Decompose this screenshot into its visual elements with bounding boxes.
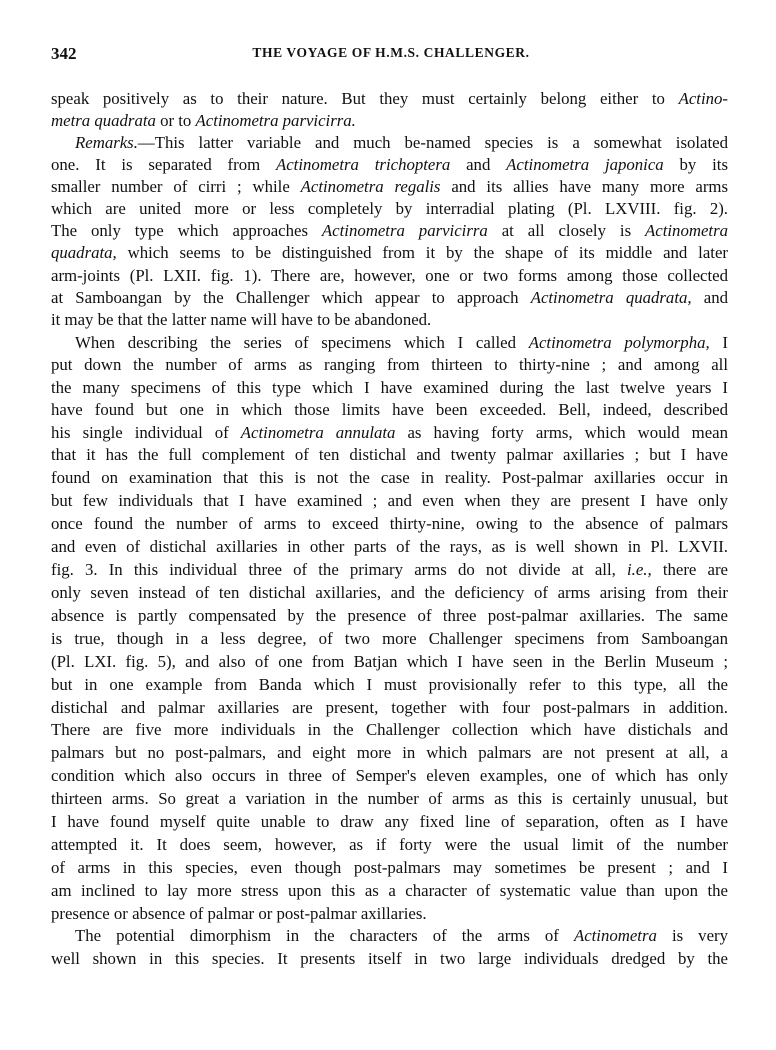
italic-term: Remarks. — [75, 133, 138, 152]
text-run: that it has the full complement of ten distichal and twenty palmar axillaries ; but I have — [51, 445, 728, 464]
text-line — [51, 904, 728, 924]
text-line — [51, 310, 728, 330]
text-run: as having forty arms, which would mean — [395, 423, 729, 442]
text-run: and — [691, 288, 728, 307]
text-line — [51, 111, 728, 131]
text-run: it may be that the latter name will have to be abandoned. — [51, 310, 432, 329]
text-run: smaller number of cirri ; while — [51, 177, 301, 196]
text-run: by its — [663, 155, 728, 174]
text-line — [51, 560, 728, 580]
text-run: found on examination that this is not the case in reality. Post-palmar axillaries occur in — [51, 468, 728, 487]
text-line — [51, 378, 728, 398]
text-run: am inclined to lay more stress upon this as a character of systematic value than upon the — [51, 881, 728, 900]
text-run: When describing the series of specimens which I called — [75, 333, 529, 352]
text-line — [51, 606, 728, 626]
text-line — [51, 400, 728, 420]
text-run: and its allies have many more arms — [440, 177, 728, 196]
text-line — [51, 720, 728, 740]
text-line — [51, 89, 728, 109]
text-run: at Samboangan by the Challenger which appear to approach — [51, 288, 531, 307]
italic-term: quadrata, — [51, 243, 117, 262]
text-run: but in one example from Banda which I must provisionally refer to this type, all the — [51, 675, 728, 694]
text-line — [51, 675, 728, 695]
italic-term: Actinometra — [573, 926, 657, 945]
text-line — [51, 155, 728, 175]
text-line — [51, 652, 728, 672]
text-run: once found the number of arms to exceed thirty-nine, owing to the absence of palmars — [51, 514, 728, 533]
text-line — [51, 583, 728, 603]
text-run: The only type which approaches — [51, 221, 322, 240]
text-run: and even of distichal axillaries in other parts of the rays, as is well shown in Pl. LXVII. — [51, 537, 728, 556]
text-line — [51, 835, 728, 855]
text-run: arm-joints (Pl. LXII. fig. 1). There are, however, one or two forms among those collected — [51, 266, 728, 285]
text-line — [51, 858, 728, 878]
text-line — [51, 199, 728, 219]
text-run: one. It is separated from — [51, 155, 276, 174]
italic-term: Actinometra polymorpha, — [528, 333, 710, 352]
text-run: or to — [155, 111, 196, 130]
text-line — [75, 333, 728, 353]
text-line — [75, 926, 728, 946]
text-run: thirteen arms. So great a variation in the number of arms as this is certainly unusual, but — [51, 789, 728, 808]
text-line — [51, 743, 728, 763]
italic-term: Actinometra trichoptera — [275, 155, 451, 174]
text-run: his single individual of — [51, 423, 241, 442]
italic-term: Actinometra — [645, 221, 728, 240]
text-line — [51, 355, 728, 375]
text-line — [51, 949, 728, 969]
text-run: palmars but no post-palmars, and eight more in which palmars are not present at all, a — [51, 743, 728, 762]
italic-term: Actinometra parvicirra. — [195, 111, 356, 130]
text-run: but few individuals that I have examined ; and even when they are present I have only — [51, 491, 728, 510]
text-line — [51, 514, 728, 534]
text-line — [51, 288, 728, 308]
text-line — [51, 221, 728, 241]
text-run: well shown in this species. It presents itself in two large individuals dredged by the — [51, 949, 728, 968]
text-run: I — [709, 333, 728, 352]
text-run: distichal and palmar axillaries are present, together with four post-palmars in addition. — [51, 698, 728, 717]
text-line — [51, 423, 728, 443]
text-line — [51, 789, 728, 809]
text-run: put down the number of arms as ranging from thirteen to thirty-nine ; and among all — [51, 355, 728, 374]
text-run: is very — [656, 926, 728, 945]
italic-term: metra quadrata — [51, 111, 156, 130]
text-run: there are — [651, 560, 728, 579]
text-line — [51, 698, 728, 718]
text-run: fig. 3. In this individual three of the primary arms do not divide at all, — [51, 560, 627, 579]
italic-term: Actinometra parvicirra — [321, 221, 488, 240]
text-run: The potential dimorphism in the characters of the arms of — [75, 926, 574, 945]
text-line — [51, 881, 728, 901]
text-run: the many specimens of this type which I have examined during the last twelve years I — [51, 378, 728, 397]
text-run: condition which also occurs in three of Semper's eleven examples, one of which has only — [51, 766, 728, 785]
italic-term: i.e., — [626, 560, 652, 579]
italic-term: Actinometra quadrata, — [530, 288, 692, 307]
text-run: speak positively as to their nature. But they must certainly belong either to — [51, 89, 679, 108]
text-line — [51, 243, 728, 263]
page-number: 342 — [51, 44, 77, 63]
text-run: which are united more or less completely by interradial plating (Pl. LXVIII. fig. 2). — [51, 199, 728, 218]
text-run: (Pl. LXI. fig. 5), and also of one from Batjan which I have seen in the Berlin Museum ; — [51, 652, 728, 671]
text-run: and — [450, 155, 507, 174]
text-run: at all closely is — [487, 221, 646, 240]
italic-term: Actinometra annulata — [240, 423, 396, 442]
text-run: I have found myself quite unable to draw any fixed line of separation, often as I have — [51, 812, 728, 831]
text-line — [51, 537, 728, 557]
text-line — [51, 445, 728, 465]
text-run: attempted it. It does seem, however, as if forty were the usual limit of the number — [51, 835, 728, 854]
text-run: —This latter variable and much be-named species is a somewhat isolated — [137, 133, 728, 152]
text-line — [51, 766, 728, 786]
text-run: presence or absence of palmar or post-palmar axillaries. — [51, 904, 427, 923]
italic-term: Actinometra japonica — [506, 155, 664, 174]
text-line — [51, 266, 728, 286]
text-line — [51, 812, 728, 832]
running-title: THE VOYAGE OF H.M.S. CHALLENGER. — [252, 45, 530, 60]
text-line — [75, 133, 728, 153]
text-run: only seven instead of ten distichal axillaries, and the deficiency of arms arising from their — [51, 583, 728, 602]
text-run: absence is partly compensated by the presence of three post-palmar axillaries. The same — [51, 606, 728, 625]
italic-term: Actinometra regalis — [300, 177, 441, 196]
text-run: which seems to be distinguished from it by the shape of its middle and later — [116, 243, 728, 262]
text-line — [51, 491, 728, 511]
text-line — [51, 629, 728, 649]
italic-term: Actino- — [678, 89, 728, 108]
text-run: have found but one in which those limits have been exceeded. Bell, indeed, described — [51, 400, 728, 419]
running-header — [51, 44, 731, 70]
text-line — [51, 177, 728, 197]
text-run: There are five more individuals in the Challenger collection which have distichals and — [51, 720, 728, 739]
text-run: is true, though in a less degree, of two more Challenger specimens from Samboangan — [51, 629, 728, 648]
text-run: of arms in this species, even though post-palmars may sometimes be present ; and I — [51, 858, 728, 877]
text-line — [51, 468, 728, 488]
